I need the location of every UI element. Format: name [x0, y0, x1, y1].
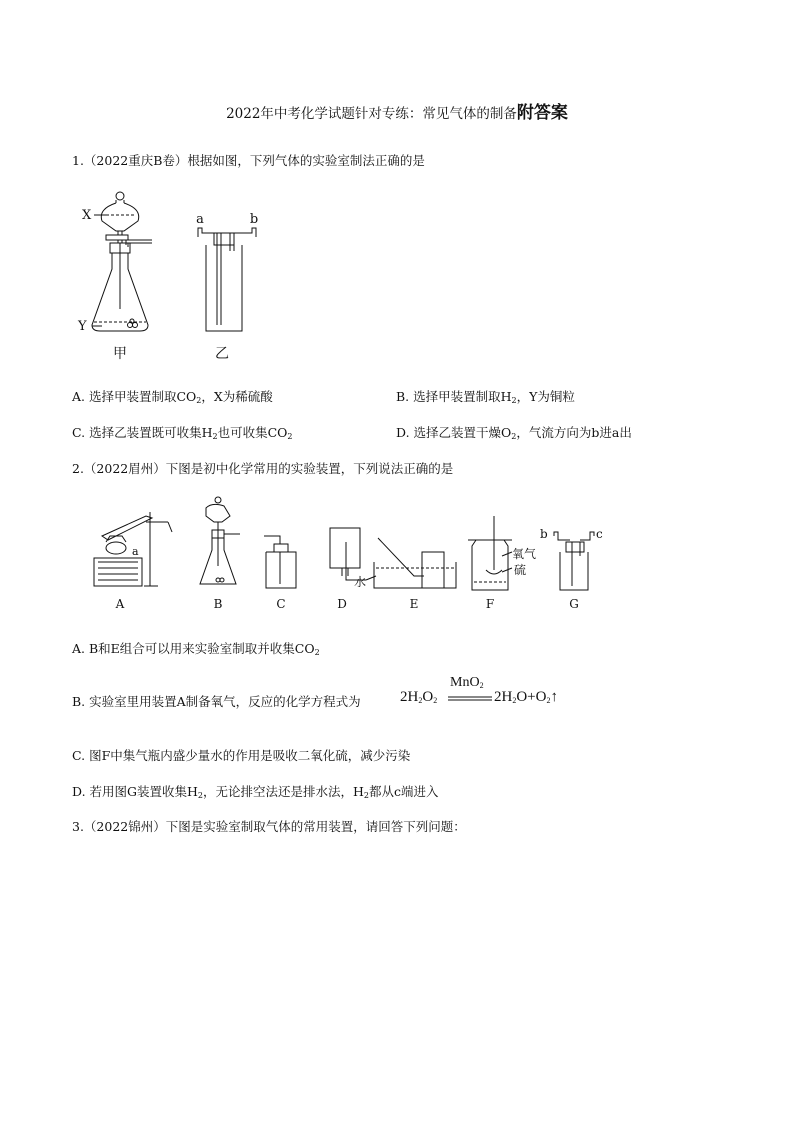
q3-stem: 3.（2022锦州）下图是实验室制取气体的常用装置，请回答下列问题：: [72, 819, 466, 834]
label-b: b: [249, 212, 259, 227]
apparatus-e: [354, 538, 456, 611]
label-fig-a: A: [115, 597, 125, 611]
q1-figure: [70, 185, 300, 365]
q1-option-b[interactable]: B. 选择甲装置制取$H_2$，Y为铜粒: [396, 389, 575, 405]
q1-stem: 1.（2022重庆B卷）根据如图，下列气体的实验室制法正确的是: [72, 153, 425, 168]
q2-equation-left: $2H_2O_2$: [400, 689, 438, 705]
svg-text:b: b: [540, 527, 548, 541]
apparatus-g: [540, 527, 603, 611]
caption-jia: 甲: [113, 346, 127, 362]
apparatus-d: [330, 528, 366, 611]
label-fig-f: F: [485, 597, 495, 611]
label-y: Y: [78, 319, 87, 334]
q2-stem: 2.（2022眉州）下图是初中化学常用的实验装置，下列说法正确的是: [72, 461, 454, 476]
svg-text:c: c: [596, 527, 603, 541]
q2-option-a[interactable]: A. B和E组合可以用来实验室制取并收集$CO_2$: [72, 641, 320, 657]
q1-option-c[interactable]: C. 选择乙装置既可收集$H_2$也可收集$CO_2$: [72, 425, 293, 441]
label-a: a: [196, 212, 204, 227]
apparatus-a: [94, 512, 172, 611]
page-title: [0, 98, 794, 123]
q2-option-b[interactable]: B. 实验室里用装置A制备氧气，反应的化学方程式为: [72, 694, 361, 709]
svg-text:水: 水: [354, 575, 367, 589]
q2-equation-condition: MnO$_2$: [450, 675, 484, 690]
svg-text:硫: 硫: [514, 563, 527, 577]
q1-option-d[interactable]: D. 选择乙装置干燥$O_2$，气流方向为b进a出: [396, 425, 632, 441]
title-main: 2022年中考化学试题针对专练：常见气体的制备: [226, 106, 517, 122]
label-fig-d: D: [337, 597, 347, 611]
apparatus-yi: [196, 212, 258, 362]
svg-text:a: a: [132, 545, 139, 558]
label-fig-g: G: [569, 597, 579, 611]
title-suffix: 附答案: [516, 103, 568, 123]
q2-option-d[interactable]: D. 若用图G装置收集$H_2$，无论排空法还是排水法，$H_2$都从c端进入: [72, 784, 439, 800]
apparatus-b: [200, 497, 240, 611]
q2-equation-right: $2H_2O+O_2↑$: [494, 689, 558, 705]
caption-yi: 乙: [215, 346, 229, 362]
apparatus-f: [468, 516, 536, 611]
apparatus-c: [264, 536, 296, 611]
q2-figure: [88, 492, 608, 614]
q1-option-a[interactable]: A. 选择甲装置制取$CO_2$，X为稀硫酸: [72, 389, 273, 405]
label-fig-b: B: [213, 597, 223, 611]
label-fig-c: C: [276, 597, 286, 611]
label-fig-e: E: [409, 597, 419, 611]
q2-option-c[interactable]: C. 图F中集气瓶内盛少量水的作用是吸收二氧化硫，减少污染: [72, 748, 411, 763]
equation-equals-sign: [448, 696, 494, 702]
svg-text:氧气: 氧气: [512, 547, 537, 561]
label-x: X: [82, 208, 92, 223]
apparatus-jia: [77, 192, 152, 362]
